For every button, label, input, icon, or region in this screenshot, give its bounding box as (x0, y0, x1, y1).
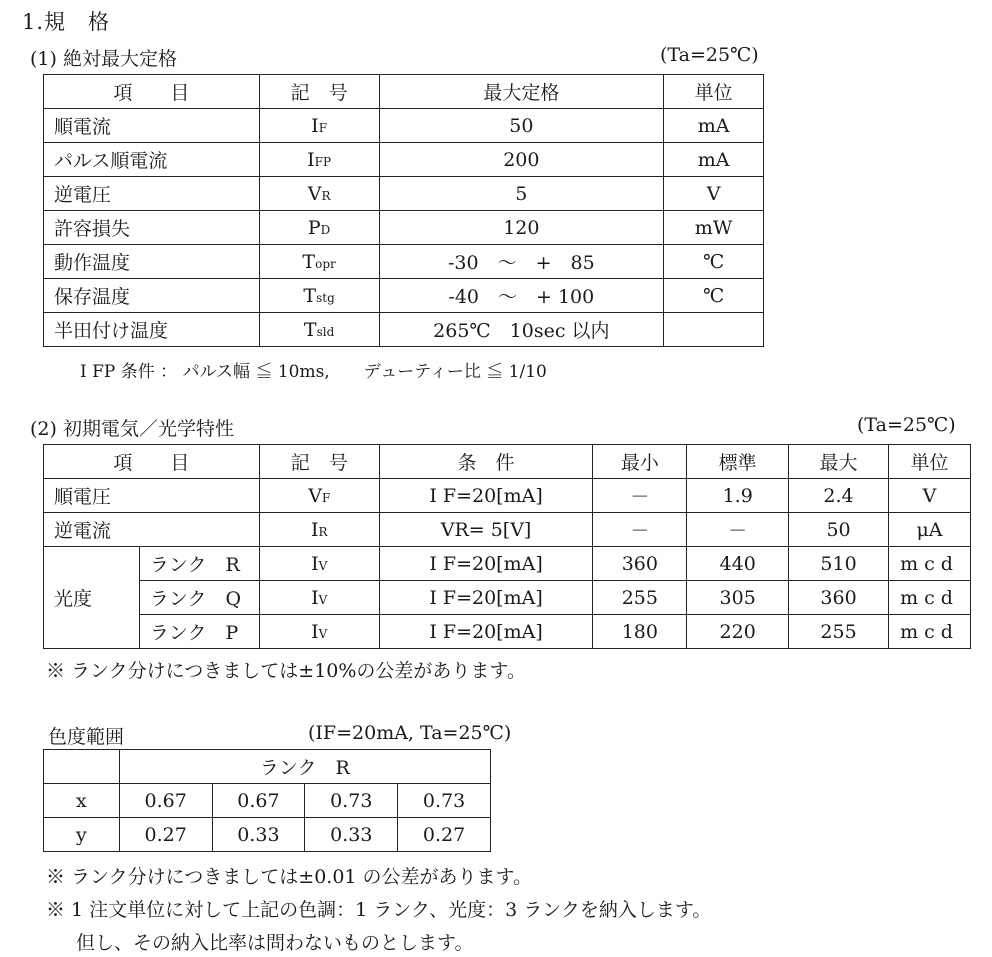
typ-cell: 220 (687, 615, 789, 649)
unit-cell: mW (664, 211, 764, 245)
table-row (44, 245, 764, 279)
max-cell: 255 (789, 615, 889, 649)
item-cell: 逆電流 (44, 513, 260, 547)
symbol-cell (259, 313, 379, 347)
coord-value-cell: 0.73 (398, 784, 491, 818)
chromaticity-table (43, 749, 491, 852)
max-cell: 50 (789, 513, 889, 547)
absolute-max-ratings-table (43, 74, 764, 347)
symbol-cell (259, 143, 379, 177)
table-row (44, 784, 491, 818)
symbol-main: I (307, 148, 315, 171)
table-header-row (44, 750, 491, 784)
section3-title: 色度範囲 (48, 726, 125, 748)
max-cell: 360 (789, 581, 889, 615)
header-item: 項 目 (44, 75, 260, 109)
condition-cell: I F=20[mA] (379, 547, 593, 581)
symbol-main: I (310, 518, 319, 541)
header-symbol: 記 号 (259, 75, 379, 109)
value-cell: -40 ～ + 100 (379, 279, 664, 313)
symbol-sub: opr (315, 256, 336, 271)
symbol-main: T (303, 318, 317, 341)
header-item: 項 目 (44, 445, 260, 479)
table-row (44, 513, 971, 547)
section1-condition: (Ta=25℃) (660, 44, 759, 66)
header-max-rating: 最大定格 (379, 75, 664, 109)
page-heading: 1.規 格 (22, 10, 111, 34)
typ-cell: 305 (687, 581, 789, 615)
typ-cell: － (687, 513, 789, 547)
coord-value-cell: 0.73 (305, 784, 398, 818)
header-max: 最大 (789, 445, 889, 479)
unit-cell: V (888, 479, 970, 513)
coord-value-cell: 0.67 (212, 784, 305, 818)
coord-label-cell: y (44, 818, 120, 852)
item-cell: 動作温度 (44, 245, 260, 279)
table-row (44, 109, 764, 143)
typ-cell: 1.9 (687, 479, 789, 513)
table-row (44, 143, 764, 177)
symbol-cell (259, 245, 379, 279)
symbol-main: I (311, 586, 319, 609)
section3-note2: ※ 1 注文単位に対して上記の色調：1 ランク、光度：3 ランクを納入します。 (46, 899, 712, 921)
unit-cell: ℃ (664, 245, 764, 279)
unit-cell: mA (664, 143, 764, 177)
item-cell: 順電流 (44, 109, 260, 143)
max-cell: 510 (789, 547, 889, 581)
symbol-sub: F (321, 490, 331, 505)
rank-cell: ランク R (139, 547, 259, 581)
unit-cell: mA (664, 109, 764, 143)
table-row (44, 615, 971, 649)
symbol-sub: V (318, 592, 328, 607)
header-min: 最小 (593, 445, 687, 479)
symbol-sub: V (318, 558, 328, 573)
item-cell: 保存温度 (44, 279, 260, 313)
unit-cell: μA (888, 513, 970, 547)
electro-optical-table (43, 444, 971, 649)
value-cell: -30 ～ + 85 (379, 245, 664, 279)
symbol-cell (259, 279, 379, 313)
symbol-cell (259, 177, 379, 211)
condition-cell: I F=20[mA] (379, 479, 593, 513)
unit-cell (664, 313, 764, 347)
header-symbol: 記 号 (259, 445, 379, 479)
symbol-sub: FP (314, 154, 332, 169)
section2-title: (2) 初期電気／光学特性 (30, 418, 234, 440)
coord-value-cell: 0.67 (119, 784, 212, 818)
header-rank: ランク R (119, 750, 490, 784)
symbol-cell (259, 547, 379, 581)
symbol-cell (259, 615, 379, 649)
symbol-cell (259, 513, 379, 547)
symbol-main: T (302, 250, 316, 273)
condition-cell: I F=20[mA] (379, 581, 593, 615)
section1-title: (1) 絶対最大定格 (30, 48, 177, 70)
symbol-main: V (307, 182, 322, 205)
symbol-sub: stg (316, 290, 335, 305)
condition-cell: VR= 5[V] (379, 513, 593, 547)
table-row (44, 818, 491, 852)
header-unit: 単位 (888, 445, 970, 479)
symbol-main: I (311, 114, 319, 137)
group-label-cell: 光度 (44, 547, 140, 649)
table-header-row (44, 445, 971, 479)
section2-condition: (Ta=25℃) (857, 414, 956, 436)
coord-value-cell: 0.33 (212, 818, 305, 852)
symbol-main: I (311, 620, 319, 643)
item-cell: 許容損失 (44, 211, 260, 245)
symbol-sub: R (318, 524, 328, 539)
symbol-sub: V (318, 626, 328, 641)
unit-cell: mcd (888, 615, 970, 649)
unit-cell: ℃ (664, 279, 764, 313)
coord-value-cell: 0.27 (398, 818, 491, 852)
coord-value-cell: 0.33 (305, 818, 398, 852)
symbol-cell (259, 581, 379, 615)
condition-cell: I F=20[mA] (379, 615, 593, 649)
item-cell: 逆電圧 (44, 177, 260, 211)
section1-note: I FP 条件 ： パルス幅 ≦ 10ms, デューティー比 ≦ 1/10 (80, 362, 547, 382)
rank-cell: ランク P (139, 615, 259, 649)
symbol-cell (259, 479, 379, 513)
table-header-row (44, 75, 764, 109)
min-cell: 180 (593, 615, 687, 649)
unit-cell: mcd (888, 581, 970, 615)
symbol-main: T (303, 284, 317, 307)
item-cell: パルス順電流 (44, 143, 260, 177)
value-cell: 120 (379, 211, 664, 245)
header-unit: 単位 (664, 75, 764, 109)
item-cell: 順電圧 (44, 479, 260, 513)
section2-note: ※ ランク分けにつきましては±10%の公差があります。 (46, 660, 526, 682)
value-cell: 265℃ 10sec 以内 (379, 313, 664, 347)
header-condition: 条 件 (379, 445, 593, 479)
header-typ: 標準 (687, 445, 789, 479)
symbol-main: I (311, 552, 319, 575)
table-row (44, 211, 764, 245)
table-row (44, 547, 971, 581)
symbol-sub: F (318, 120, 328, 135)
coord-label-cell: x (44, 784, 120, 818)
symbol-sub: sld (316, 324, 335, 339)
section3-note1: ※ ランク分けにつきましては±0.01 の公差があります。 (46, 866, 533, 888)
min-cell: － (593, 479, 687, 513)
table-row (44, 177, 764, 211)
symbol-sub: R (321, 188, 331, 203)
section3-note3: 但し、その納入比率は問わないものとします。 (76, 932, 474, 954)
item-cell: 半田付け温度 (44, 313, 260, 347)
value-cell: 50 (379, 109, 664, 143)
value-cell: 200 (379, 143, 664, 177)
symbol-cell (259, 211, 379, 245)
table-row (44, 581, 971, 615)
min-cell: 255 (593, 581, 687, 615)
section3-condition: (IF=20mA, Ta=25℃) (308, 722, 512, 744)
table-row (44, 313, 764, 347)
unit-cell: V (664, 177, 764, 211)
coord-value-cell: 0.27 (119, 818, 212, 852)
symbol-cell (259, 109, 379, 143)
table-row (44, 279, 764, 313)
empty-cell (44, 750, 120, 784)
value-cell: 5 (379, 177, 664, 211)
min-cell: 360 (593, 547, 687, 581)
table-row (44, 479, 971, 513)
min-cell: － (593, 513, 687, 547)
max-cell: 2.4 (789, 479, 889, 513)
symbol-main: P (307, 216, 321, 239)
rank-cell: ランク Q (139, 581, 259, 615)
typ-cell: 440 (687, 547, 789, 581)
symbol-main: V (308, 484, 322, 507)
symbol-sub: D (320, 222, 331, 237)
unit-cell: mcd (888, 547, 970, 581)
